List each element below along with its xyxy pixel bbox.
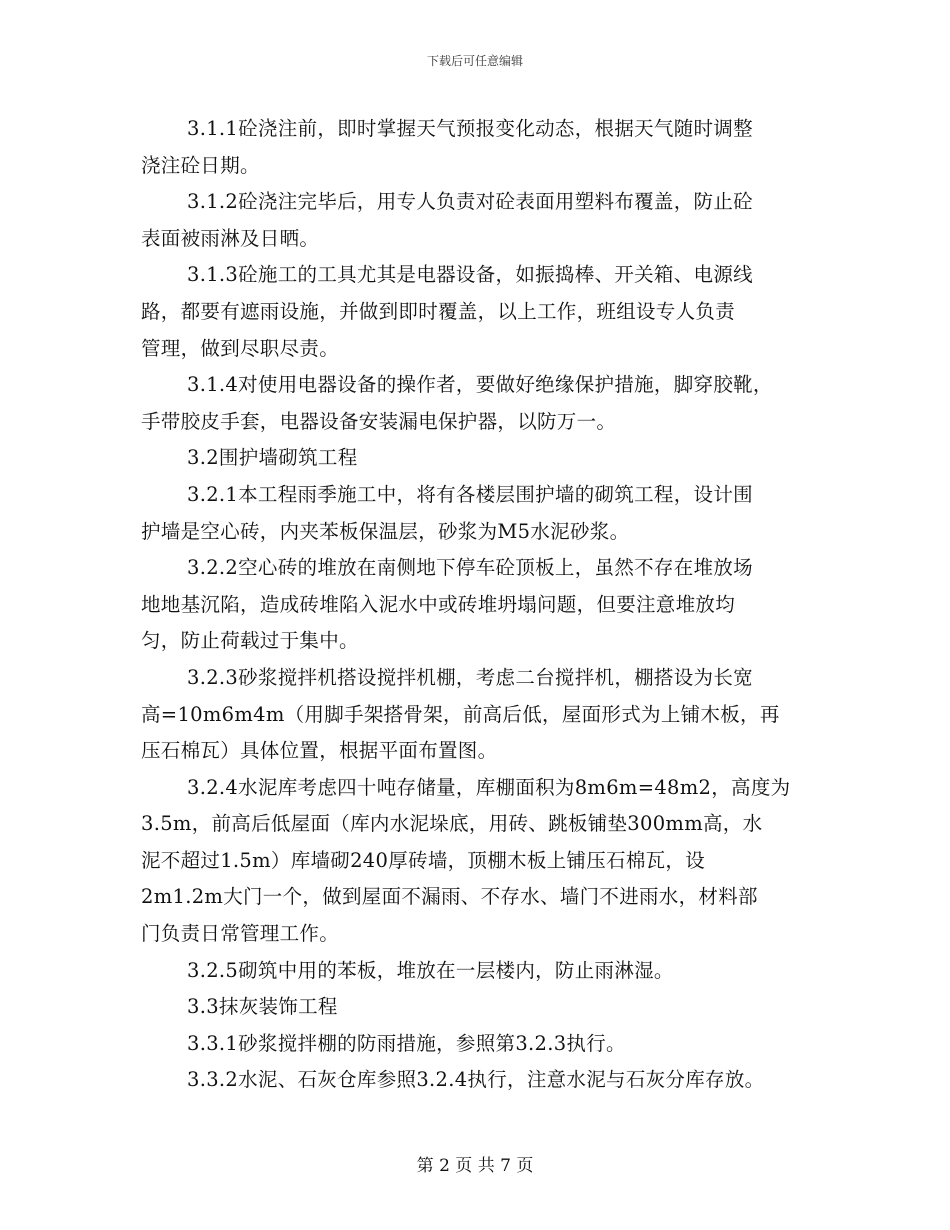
text-line: 3.2.1本工程雨季施工中，将有各楼层围护墙的砌筑工程，设计围: [187, 482, 753, 506]
text-line: 地地基沉陷，造成砖堆陷入泥水中或砖堆坍塌问题，但要注意堆放均: [141, 592, 736, 616]
text-line: 3.2.2空心砖的堆放在南侧地下停车砼顶板上，虽然不存在堆放场: [187, 556, 753, 580]
text-line: 3.3抹灰装饰工程: [187, 995, 338, 1019]
text-line: 3.3.1砂浆搅拌棚的防雨措施，参照第3.2.3执行。: [187, 1031, 626, 1055]
text-line: 3.1.4对使用电器设备的操作者，要做好绝缘保护措施，脚穿胶靴，: [187, 373, 773, 397]
text-line: 护墙是空心砖，内夹苯板保温层，砂浆为M5水泥砂浆。: [141, 519, 630, 543]
text-line: 匀，防止荷载过于集中。: [141, 629, 359, 653]
text-line: 3.1.1砼浇注前，即时掌握天气预报变化动态，根据天气随时调整: [187, 117, 753, 140]
text-line: 手带胶皮手套，电器设备安装漏电保护器，以防万一。: [141, 409, 617, 433]
text-line: 3.3.2水泥、石灰仓库参照3.2.4执行，注意水泥与石灰分库存放。: [187, 1068, 765, 1092]
text-line: 3.1.2砼浇注完毕后，用专人负责对砼表面用塑料布覆盖，防止砼: [187, 190, 753, 214]
page-header-note: 下载后可任意编辑: [426, 54, 523, 68]
document-body: [141, 111, 829, 1099]
text-line: 3.2.5砌筑中用的苯板，堆放在一层楼内，防止雨淋湿。: [187, 958, 674, 982]
text-line: 表面被雨淋及日晒。: [141, 226, 320, 250]
text-line: 浇注砼日期。: [141, 153, 260, 177]
text-line: 高=10m6m4m（用脚手架搭骨架，前高后低，屋面形式为上铺木板，再: [141, 702, 780, 726]
text-line: 管理，做到尽职尽责。: [141, 336, 340, 360]
text-line: 压石棉瓦）具体位置，根据平面布置图。: [141, 739, 498, 763]
text-line: 路，都要有遮雨设施，并做到即时覆盖，以上工作，班组设专人负责: [141, 299, 736, 323]
text-line: 2m1.2m大门一个，做到屋面不漏雨、不存水、墙门不进雨水，材料部: [141, 885, 758, 909]
text-line: 3.5m，前高后低屋面（库内水泥垛底，用砖、跳板铺垫300mm高，水: [141, 812, 763, 836]
text-line: 门负责日常管理工作。: [141, 922, 340, 946]
text-line: 3.2围护墙砌筑工程: [187, 446, 358, 470]
text-line: 3.2.4水泥库考虑四十吨存储量，库棚面积为8m6m=48m2，高度为: [187, 775, 791, 799]
text-line: 3.2.3砂浆搅拌机搭设搅拌机棚，考虑二台搅拌机，棚搭设为长宽: [187, 665, 753, 689]
text-line: 泥不超过1.5m）库墙砌240厚砖墙，顶棚木板上铺压石棉瓦，设: [141, 848, 706, 872]
text-line: 3.1.3砼施工的工具尤其是电器设备，如振捣棒、开关箱、电源线: [187, 263, 753, 287]
page-number: 第 2 页 共 7 页: [416, 1156, 534, 1176]
